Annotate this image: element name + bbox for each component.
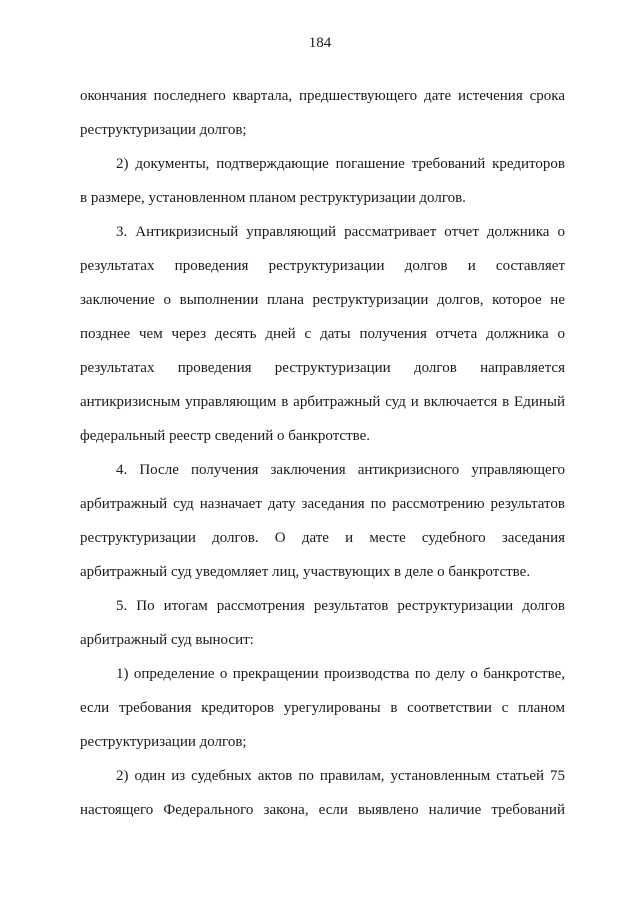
text-line: федеральный реестр сведений о банкротстве. xyxy=(80,428,371,444)
text-line: позднее чем через десять дней с даты получения отчета должника о xyxy=(80,326,565,342)
text-line: результатах проведения реструктуризации долгов направляется xyxy=(80,360,565,376)
document-body xyxy=(80,79,565,827)
text-line: реструктуризации долгов; xyxy=(80,122,247,138)
text-line: если требования кредиторов урегулированы в соответствии с планом xyxy=(80,700,565,716)
text-line: 2) документы, подтверждающие погашение требований кредиторов xyxy=(116,156,565,172)
text-line: реструктуризации долгов; xyxy=(80,734,247,750)
text-line: арбитражный суд выносит: xyxy=(80,632,254,648)
text-line: антикризисным управляющим в арбитражный суд и включается в Единый xyxy=(80,394,565,410)
text-line: окончания последнего квартала, предшествующего дате истечения срока xyxy=(80,88,565,104)
text-line: арбитражный суд уведомляет лиц, участвующих в деле о банкротстве. xyxy=(80,564,531,580)
text-line: результатах проведения реструктуризации долгов и составляет xyxy=(80,258,565,274)
text-line: 4. После получения заключения антикризисного управляющего xyxy=(116,462,565,478)
text-line: заключение о выполнении плана реструктуризации долгов, которое не xyxy=(80,292,565,308)
text-line: 3. Антикризисный управляющий рассматривает отчет должника о xyxy=(116,224,565,240)
text-line: 5. По итогам рассмотрения результатов реструктуризации долгов xyxy=(116,598,565,614)
text-line: арбитражный суд назначает дату заседания по рассмотрению результатов xyxy=(80,496,565,512)
text-line: реструктуризации долгов. О дате и месте судебного заседания xyxy=(80,530,565,546)
text-line: настоящего Федерального закона, если выявлено наличие требований xyxy=(80,802,565,818)
text-line: 2) один из судебных актов по правилам, установленным статьей 75 xyxy=(116,768,565,784)
text-line: в размере, установленном планом реструктуризации долгов. xyxy=(80,190,466,206)
text-line: 1) определение о прекращении производства по делу о банкротстве, xyxy=(116,666,565,682)
page-number: 184 xyxy=(308,35,332,51)
